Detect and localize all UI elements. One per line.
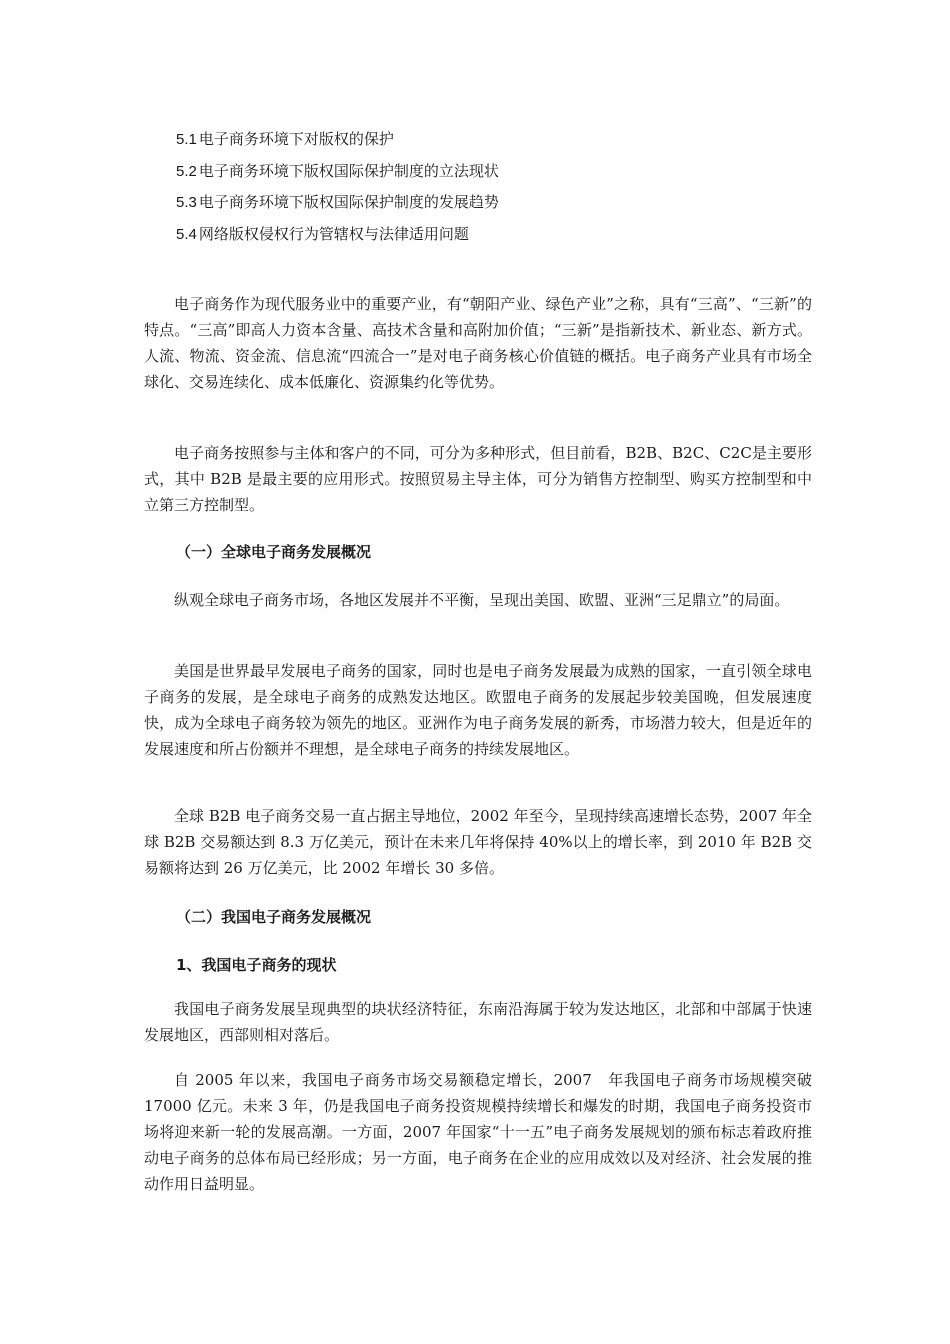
paragraph-china-regions (144, 996, 812, 1048)
paragraph-text: 全球 B2B 电子商务交易一直占据主导地位，2002 年至今，呈现持续高速增长态势，2007 年全球 B2B 交易额达到 8.3 万亿美元，预计在未来几年将保持 40%以上的增长率，到 2010 年 B2B 交易额将达到 26 万亿美元，比 2002 年增长 30 多倍。 (144, 807, 812, 877)
toc-item (176, 124, 499, 156)
section-heading-global: （一）全球电子商务发展概况 (176, 543, 372, 561)
paragraph-text: 我国电子商务发展呈现典型的块状经济特征，东南沿海属于较为发达地区，北部和中部属于快速发展地区，西部则相对落后。 (144, 1000, 812, 1044)
toc-title: 电子商务环境下版权国际保护制度的立法现状 (198, 162, 499, 180)
paragraph-text: 电子商务按照参与主体和客户的不同，可分为多种形式，但目前看，B2B、B2C、C2C是主要形式，其中 B2B 是最主要的应用形式。按照贸易主导主体，可分为销售方控制型、购买方控制型和中立第三方控制型。 (144, 444, 812, 514)
paragraph-text: 美国是世界最早发展电子商务的国家，同时也是电子商务发展最为成熟的国家，一直引领全球电子商务的发展，是全球电子商务的成熟发达地区。欧盟电子商务的发展起步较美国晚，但发展速度快，成为全球电子商务较为领先的地区。亚洲作为电子商务发展的新秀，市场潜力较大，但是近年的发展速度和所占份额并不理想，是全球电子商务的持续发展地区。 (144, 662, 812, 758)
paragraph-forms (144, 440, 812, 518)
toc-title: 电子商务环境下版权国际保护制度的发展趋势 (198, 194, 499, 211)
toc-item (176, 156, 499, 188)
toc-number: 5.1 (176, 131, 197, 148)
paragraph-intro (144, 291, 812, 395)
toc-item (176, 219, 499, 251)
table-of-contents (176, 124, 499, 250)
toc-number: 5.2 (176, 162, 197, 180)
paragraph-text: 电子商务作为现代服务业中的重要产业，有“朝阳产业、绿色产业”之称，具有“三高”、“三新”的特点。“三高”即高人力资本含量、高技术含量和高附加价值；“三新”是指新技术、新业态、新方式。人流、物流、资金流、信息流“四流合一”是对电子商务核心价值链的概括。电子商务产业具有市场全球化、交易连续化、成本低廉化、资源集约化等优势。 (144, 295, 812, 391)
paragraph-text: 自 2005 年以来，我国电子商务市场交易额稳定增长，2007 年我国电子商务市场规模突破 17000 亿元。未来 3 年，仍是我国电子商务投资规模持续增长和爆发的时期，我国电子商务投资市场将迎来新一轮的发展高潮。一方面，2007 年国家“十一五”电子商务发展规划的颁布标志着政府推动电子商务的总体布局已经形成；另一方面，电子商务在企业的应用成效以及对经济、社会发展的推动作用日益明显。 (144, 1071, 812, 1193)
toc-number: 5.3 (176, 194, 197, 211)
toc-item (176, 187, 499, 219)
toc-title: 网络版权侵权行为管辖权与法律适用问题 (198, 225, 469, 243)
toc-number: 5.4 (176, 225, 197, 243)
section-heading-china: （二）我国电子商务发展概况 (176, 908, 372, 926)
paragraph-global-overview (144, 587, 812, 613)
paragraph-b2b-growth (144, 803, 812, 881)
toc-title: 电子商务环境下对版权的保护 (198, 131, 394, 148)
paragraph-regions (144, 658, 812, 762)
paragraph-text: 纵观全球电子商务市场，各地区发展并不平衡，呈现出美国、欧盟、亚洲“三足鼎立”的局面。 (174, 591, 790, 609)
subsection-heading-status: 1、我国电子商务的现状 (176, 956, 337, 974)
paragraph-china-market (144, 1067, 812, 1197)
